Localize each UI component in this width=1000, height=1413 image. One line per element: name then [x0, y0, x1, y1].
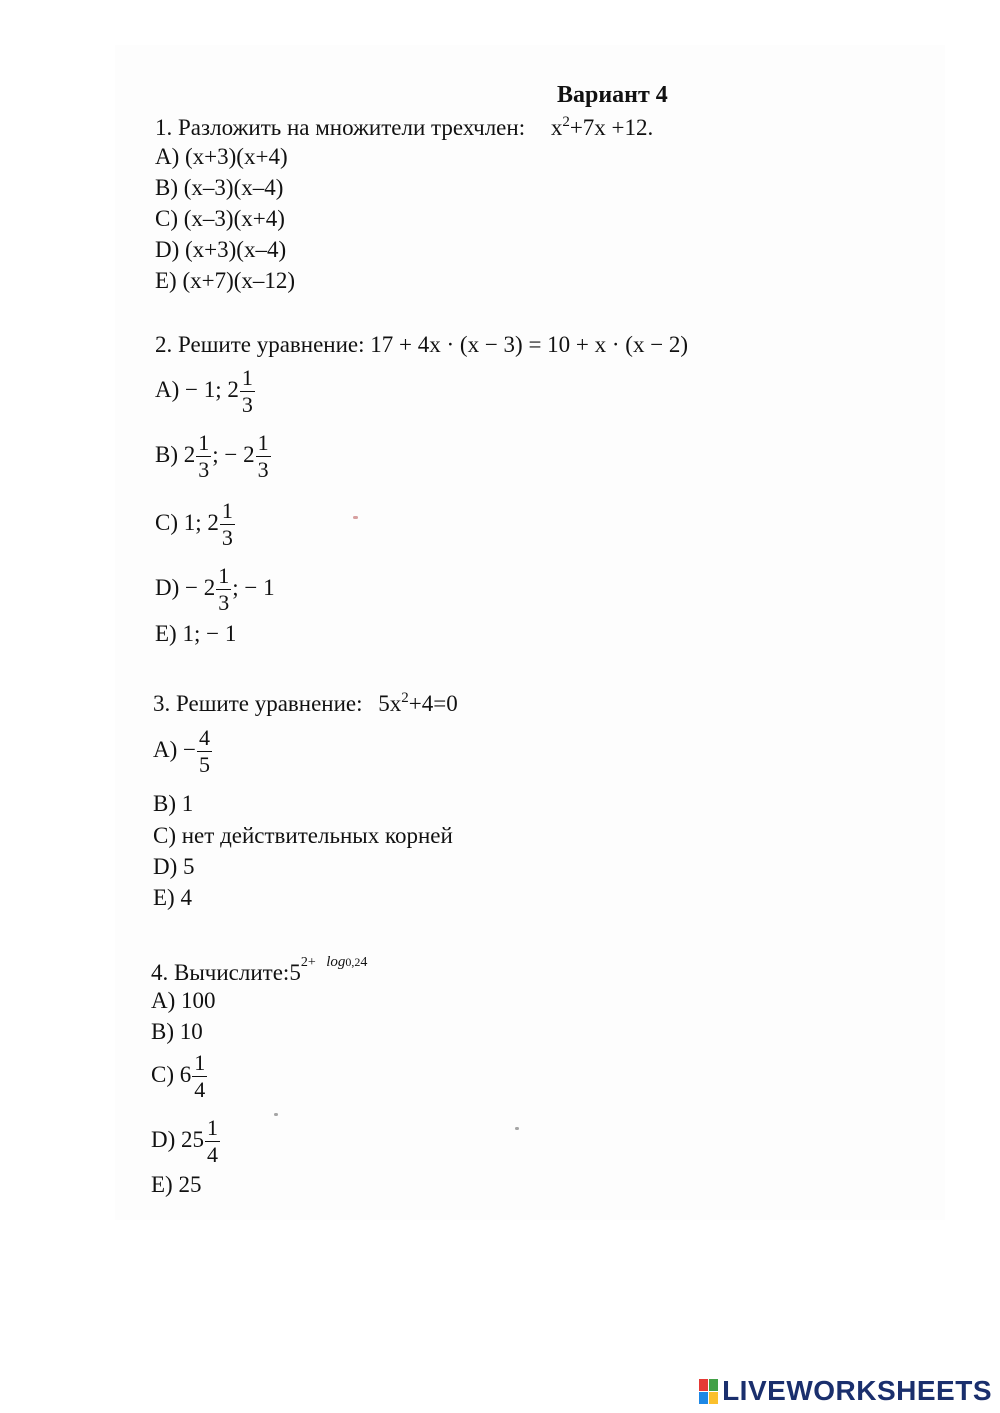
worksheet-page [115, 45, 945, 1220]
question-3-text: 3. Решите уравнение: [153, 691, 363, 716]
q3-option-b: B) 1 [153, 791, 194, 816]
liveworksheets-wordmark: LIVEWORKSHEETS [722, 1375, 992, 1406]
fraction: $\frac{1}{4}$ [194, 1050, 206, 1102]
fraction: $\frac{1}{3}$ [198, 430, 210, 482]
question-3-expression: $5x^2+4=0$ [378, 690, 458, 716]
q1-option-c: C) (x–3)(x+4) [155, 206, 285, 231]
q4-option-e: E) 25 [151, 1172, 202, 1197]
scan-speck [353, 516, 358, 519]
q3-option-a [153, 727, 213, 776]
q2-option-b [155, 432, 272, 481]
fraction: $\frac{1}{3}$ [221, 498, 233, 550]
logo-square [709, 1379, 718, 1391]
question-4-text: 4. Вычислите: [151, 960, 290, 985]
q2-option-e: E) 1; − 1 [155, 621, 237, 646]
scan-speck [274, 1113, 278, 1116]
fraction: $\frac{1}{3}$ [257, 430, 269, 482]
q4-option-b: B) 10 [151, 1019, 203, 1044]
fraction: $\frac{1}{4}$ [207, 1115, 219, 1167]
q3-option-d: D) 5 [153, 854, 195, 879]
liveworksheets-logo-icon [699, 1379, 718, 1404]
expr-rest: +7x +12. [569, 115, 654, 140]
q2-b-prefix: B) 2 [155, 441, 196, 467]
q2-d-suffix: ; − 1 [232, 574, 275, 600]
q4-option-c [151, 1052, 208, 1101]
question-1 [155, 115, 653, 139]
liveworksheets-logo [699, 1375, 992, 1407]
q1-option-b: B) (x–3)(x–4) [155, 175, 284, 200]
q4-c-prefix: C) 6 [151, 1061, 192, 1087]
q1-option-d: D) (x+3)(x–4) [155, 237, 287, 262]
logo-square [699, 1392, 708, 1404]
expr-x: x [550, 115, 563, 140]
q2-option-c [155, 500, 236, 549]
q4-option-a: A) 100 [151, 988, 216, 1013]
variant-title: Вариант 4 [557, 82, 668, 108]
q2-a-prefix: A) − 1; 2 [155, 376, 239, 402]
q2-b-mid: ; − 2 [212, 441, 255, 467]
power-exponent: 2+ log0,24 [300, 954, 368, 970]
q2-option-d [155, 565, 275, 614]
question-3 [153, 691, 458, 715]
question-1-text: 1. Разложить на множители трехчлен: [155, 115, 526, 140]
q1-option-a: A) (x+3)(x+4) [155, 144, 288, 169]
q4-d-prefix: D) 25 [151, 1126, 205, 1152]
q3-option-e: E) 4 [153, 885, 192, 910]
question-2-text: 2. Решите уравнение: 17 + 4x · (x − 3) = 10 + x · (x − 2) [155, 332, 689, 357]
q3-a-prefix: A) − [153, 736, 196, 762]
q2-d-prefix: D) − 2 [155, 574, 216, 600]
q2-c-prefix: C) 1; 2 [155, 509, 219, 535]
question-4 [151, 955, 367, 984]
scan-speck [515, 1127, 519, 1130]
q1-option-e: E) (x+7)(x–12) [155, 268, 296, 293]
q4-option-d [151, 1117, 221, 1166]
question-1-expression [551, 115, 653, 140]
logo-square [709, 1392, 718, 1404]
logo-square [699, 1379, 708, 1391]
fraction: $\frac{1}{3}$ [218, 563, 230, 615]
expr-exponent: 2 [562, 114, 570, 130]
q2-option-a [155, 367, 256, 416]
power-base: 5 [289, 960, 301, 985]
q3-option-c: C) нет действительных корней [153, 823, 453, 848]
fraction: $\frac{1}{3}$ [241, 365, 253, 417]
fraction: $\frac{4}{5}$ [199, 725, 210, 777]
